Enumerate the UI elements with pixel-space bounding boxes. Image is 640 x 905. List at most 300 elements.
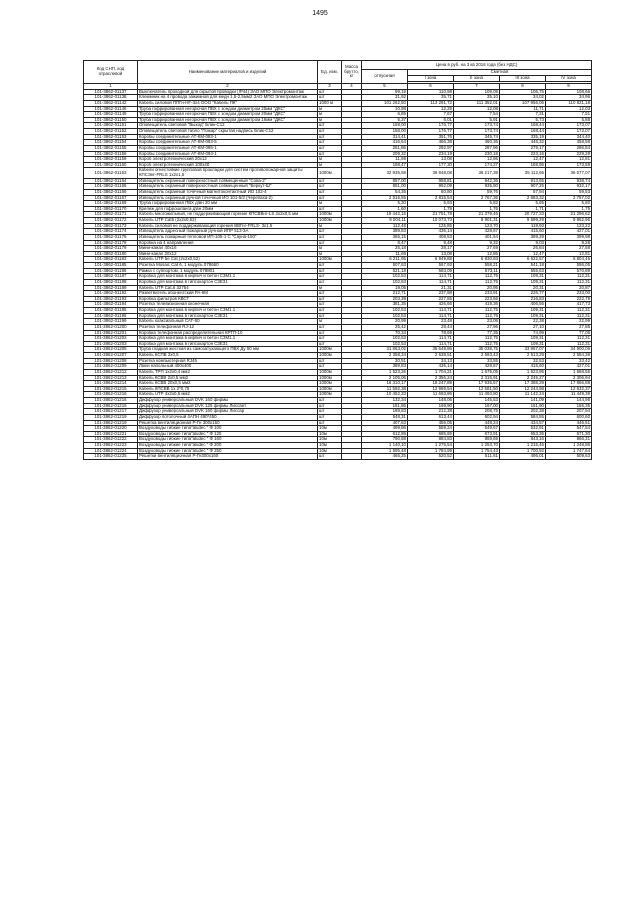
cell-unit: м bbox=[318, 251, 342, 257]
cell-code: 101-3862-01189 bbox=[84, 285, 138, 291]
cell-unit: шт bbox=[318, 95, 342, 101]
cell-zone-3-price: 446,32 bbox=[500, 140, 546, 146]
cell-zone-2-price: 2 767,36 bbox=[454, 195, 500, 201]
cell-unit: 1000м bbox=[318, 369, 342, 375]
cell-zone-2-price: 12,86 bbox=[454, 251, 500, 257]
cell-release-price: 102,53 bbox=[362, 313, 408, 319]
cell-unit: м bbox=[318, 223, 342, 229]
cell-code: 101-3862-01192 bbox=[84, 291, 138, 297]
cell-unit: шт bbox=[318, 308, 342, 314]
cell-release-price: 10,98 bbox=[362, 106, 408, 112]
cell-release-price: 99,19 bbox=[362, 89, 408, 95]
cell-release-price: 102,53 bbox=[362, 274, 408, 280]
column-number: 3 bbox=[318, 84, 342, 90]
cell-zone-3-price: 1 215,46 bbox=[500, 443, 546, 449]
cell-name: Извещатель охранный ручной точечный ИО 101-5/2 (Черепаха-2) bbox=[138, 195, 318, 201]
cell-code: 101-3862-01180 bbox=[84, 251, 138, 257]
cell-zone-2-price: 112,75 bbox=[454, 274, 500, 280]
cell-unit: 10м bbox=[318, 443, 342, 449]
cell-zone-4-price: 173,59 bbox=[546, 162, 592, 168]
cell-release-price: 112,48 bbox=[362, 223, 408, 229]
cell-zone-4-price: 2 757,02 bbox=[546, 195, 592, 201]
cell-zone-4-price: 932,17 bbox=[546, 184, 592, 190]
cell-code: 101-3862-01216 bbox=[84, 398, 138, 404]
cell-zone-1-price: 35,71 bbox=[408, 95, 454, 101]
cell-zone-3-price: 843,16 bbox=[500, 437, 546, 443]
cell-zone-3-price: 106,75 bbox=[500, 89, 546, 95]
cell-name: Коробка для монтажа в кирпич и бетон С3М1.1 bbox=[138, 336, 318, 342]
cell-release-price: 1 595,48 bbox=[362, 448, 408, 454]
header-zone-3: III зона bbox=[500, 76, 546, 82]
cell-release-price: 314,41 bbox=[362, 134, 408, 140]
cell-zone-2-price: 174,27 bbox=[454, 162, 500, 168]
cell-zone-4-price: 6 804,46 bbox=[546, 257, 592, 263]
cell-zone-3-price: 168,95 bbox=[500, 162, 546, 168]
cell-zone-3-price: 415,60 bbox=[500, 364, 546, 370]
cell-zone-1-price: 212,38 bbox=[408, 409, 454, 415]
cell-code: 101-3862-01223 bbox=[84, 443, 138, 449]
cell-release-price: 365,15 bbox=[362, 234, 408, 240]
cell-unit: шт bbox=[318, 398, 342, 404]
cell-zone-4-price: 27,85 bbox=[546, 324, 592, 330]
cell-zone-4-price: 12 632,37 bbox=[546, 386, 592, 392]
cell-name: Коробка для монтажа в кирпич и бетон С3М1.1 bbox=[138, 274, 318, 280]
cell-zone-3-price: 5,65 bbox=[500, 201, 546, 207]
cell-zone-4-price: 36 077,07 bbox=[546, 168, 592, 178]
cell-zone-2-price: 448,24 bbox=[454, 420, 500, 426]
cell-code: 101-3862-01151 bbox=[84, 123, 138, 129]
cell-zone-4-price: 12,81 bbox=[546, 251, 592, 257]
cell-zone-4-price: 222,79 bbox=[546, 296, 592, 302]
cell-zone-4-price: 108,66 bbox=[546, 89, 592, 95]
cell-code: 101-3862-01138 bbox=[84, 95, 138, 101]
cell-code: 101-3862-01150 bbox=[84, 117, 138, 123]
cell-zone-3-price: 32,53 bbox=[500, 358, 546, 364]
cell-zone-3-price: 913,65 bbox=[500, 178, 546, 184]
cell-zone-4-price: 173,07 bbox=[546, 123, 592, 129]
cell-release-price: 407,63 bbox=[362, 420, 408, 426]
cell-release-price: 102,53 bbox=[362, 279, 408, 285]
cell-code: 101-3862-01199 bbox=[84, 319, 138, 325]
cell-code: 101-3862-01215 bbox=[84, 386, 138, 392]
cell-release-price: 209,32 bbox=[362, 151, 408, 157]
cell-zone-4-price: 1 747,64 bbox=[546, 448, 592, 454]
cell-zone-2-price: 345,74 bbox=[454, 134, 500, 140]
cell-code: 101-3862-01207 bbox=[84, 353, 138, 359]
cell-unit: шт bbox=[318, 268, 342, 274]
cell-name: Рамка с суппортом, 1 модуль 078801 bbox=[138, 268, 318, 274]
cell-unit: шт bbox=[318, 206, 342, 212]
cell-zone-4-price: 1 248,86 bbox=[546, 443, 592, 449]
cell-name: Извещатель охранный поверхностный совмещенный "Сова-2" bbox=[138, 178, 318, 184]
cell-name: Кабель силовой не поддерживающий горения ВВГнг-FRLS- 3х1.5 bbox=[138, 223, 318, 229]
cell-name: Кабель КСВВ 2х0,5 мм2 bbox=[138, 375, 318, 381]
cell-release-price: 548,31 bbox=[362, 414, 408, 420]
cell-zone-3-price: 109,31 bbox=[500, 341, 546, 347]
cell-unit: шт bbox=[318, 420, 342, 426]
cell-zone-3-price: 6 622,57 bbox=[500, 257, 546, 263]
cell-zone-4-price: 33,42 bbox=[546, 358, 592, 364]
cell-release-price: 381,35 bbox=[362, 302, 408, 308]
cell-unit: м bbox=[318, 285, 342, 291]
cell-zone-1-price: 426,66 bbox=[408, 302, 454, 308]
cell-unit: 1000м bbox=[318, 386, 342, 392]
cell-release-price: 16 310,17 bbox=[362, 381, 408, 387]
cell-release-price: 151,86 bbox=[362, 403, 408, 409]
cell-zone-1-price: 18 247,89 bbox=[408, 381, 454, 387]
cell-unit: шт bbox=[318, 358, 342, 364]
cell-zone-3-price: 11,71 bbox=[500, 106, 546, 112]
header-mass: Масса брутто, кг bbox=[342, 61, 362, 84]
cell-name: Извещатель охранный поверхностный совмещенный "Беркут-Ш" bbox=[138, 184, 318, 190]
cell-unit: шт bbox=[318, 89, 342, 95]
cell-name: Воздуховоды гибкие типа"aludec " Ф 160 bbox=[138, 437, 318, 443]
cell-zone-2-price: 573,11 bbox=[454, 268, 500, 274]
cell-unit: шт bbox=[318, 274, 342, 280]
table-body bbox=[84, 89, 592, 459]
cell-unit: шт bbox=[318, 129, 342, 135]
cell-unit: м bbox=[318, 112, 342, 118]
cell-code: 101-3862-01224 bbox=[84, 448, 138, 454]
cell-code: 101-3862-01173 bbox=[84, 223, 138, 229]
cell-release-price: 54,35 bbox=[362, 189, 408, 195]
cell-zone-4-price: 229,29 bbox=[546, 151, 592, 157]
cell-code: 101-3862-01146 bbox=[84, 106, 138, 112]
column-number: 1 bbox=[84, 84, 138, 90]
cell-zone-4-price: 9,28 bbox=[546, 240, 592, 246]
cell-name: Коробка фильтров КВСТ bbox=[138, 296, 318, 302]
cell-unit: шт bbox=[318, 414, 342, 420]
cell-zone-1-price: 23,48 bbox=[408, 319, 454, 325]
cell-code: 101-3862-01188 bbox=[84, 279, 138, 285]
cell-zone-3-price: 11 142,24 bbox=[500, 392, 546, 398]
cell-zone-4-price: 866,31 bbox=[546, 437, 592, 443]
cell-zone-2-price: 12 581,50 bbox=[454, 386, 500, 392]
cell-zone-2-price: 33,55 bbox=[454, 358, 500, 364]
cell-release-price: 790,88 bbox=[362, 437, 408, 443]
cell-zone-4-price: 17 866,88 bbox=[546, 381, 592, 387]
cell-unit: 1000м bbox=[318, 353, 342, 359]
cell-unit: 1000м bbox=[318, 218, 342, 224]
cell-name: Кабель коаксиальный САТ-50 bbox=[138, 319, 318, 325]
cell-zone-1-price: 21 751,78 bbox=[408, 212, 454, 218]
cell-name: Кабель КСПВ 2х0,5 bbox=[138, 353, 318, 359]
cell-zone-4-price: 233,00 bbox=[546, 291, 592, 297]
cell-release-price: 102,53 bbox=[362, 308, 408, 314]
cell-zone-3-price: 9 599,29 bbox=[500, 218, 546, 224]
cell-zone-1-price: 125,85 bbox=[408, 223, 454, 229]
cell-code: 101-3862-01220 bbox=[84, 426, 138, 432]
cell-name: Решетка вентиляционная Р-Гн 300х150 bbox=[138, 420, 318, 426]
cell-release-price: 10 452,33 bbox=[362, 392, 408, 398]
cell-unit: шт bbox=[318, 189, 342, 195]
cell-zone-1-price: 456,05 bbox=[408, 420, 454, 426]
cell-release-price: 31 863,02 bbox=[362, 347, 408, 353]
cell-release-price: 1 140,10 bbox=[362, 443, 408, 449]
cell-zone-3-price: 27,10 bbox=[500, 324, 546, 330]
cell-unit: шт bbox=[318, 302, 342, 308]
cell-zone-1-price: 2 638,51 bbox=[408, 353, 454, 359]
cell-zone-4-price: 112,31 bbox=[546, 274, 592, 280]
cell-name: Кабели огнестойкие групповой прокладки для систем противопожарной защиты КПСЭнг-FRLS 1х2х1,5 bbox=[138, 168, 318, 178]
cell-code: 101-3862-01219 bbox=[84, 414, 138, 420]
cell-name: Решетки вентиляционная Р-Гн300х160 bbox=[138, 454, 318, 460]
column-number: 8 bbox=[500, 84, 546, 90]
cell-zone-4-price: 446,51 bbox=[546, 420, 592, 426]
cell-name: Диффузор потолочный 4АПН 490*450 bbox=[138, 414, 318, 420]
cell-zone-1-price: 958,81 bbox=[408, 178, 454, 184]
cell-zone-1-price: 78,69 bbox=[408, 330, 454, 336]
cell-release-price: 132,34 bbox=[362, 398, 408, 404]
cell-zone-3-price: 57,94 bbox=[500, 189, 546, 195]
cell-zone-3-price: 109,31 bbox=[500, 308, 546, 314]
cell-mass bbox=[342, 454, 362, 460]
cell-zone-4-price: 34 900,06 bbox=[546, 347, 592, 353]
cell-name: Короб электротехнический 100х40 bbox=[138, 162, 318, 168]
header-release: отпускная bbox=[362, 70, 408, 84]
cell-zone-3-price: 584,55 bbox=[500, 414, 546, 420]
cell-name: Разветвитель абонентский РА-6М bbox=[138, 291, 318, 297]
cell-name: Кабель силовой ППГн-НF-3х4 ООО "Кабель ПК" bbox=[138, 100, 318, 106]
cell-name: Коробка на 4 направления bbox=[138, 240, 318, 246]
cell-name: Извещатель охранный точечный магнитоконтактный ИО 102-4 bbox=[138, 189, 318, 195]
cell-zone-1-price: 567,93 bbox=[408, 263, 454, 269]
cell-name: Кабель UTP Cat5 (2х2х0,52) bbox=[138, 218, 318, 224]
cell-unit: шт bbox=[318, 341, 342, 347]
cell-zone-4-price: 1,75 bbox=[546, 206, 592, 212]
price-table bbox=[83, 60, 592, 460]
cell-release-price: 261,86 bbox=[362, 145, 408, 151]
cell-code: 101-3862-01174 bbox=[84, 229, 138, 235]
cell-zone-4-price: 77,05 bbox=[546, 330, 592, 336]
cell-zone-4-price: 112,31 bbox=[546, 313, 592, 319]
cell-zone-1-price: 60,80 bbox=[408, 189, 454, 195]
cell-unit: 1000м bbox=[318, 392, 342, 398]
cell-zone-2-price: 9,32 bbox=[454, 240, 500, 246]
cell-release-price: 101 262,50 bbox=[362, 100, 408, 106]
cell-zone-2-price: 5,91 bbox=[454, 117, 500, 123]
cell-zone-1-price: 28,44 bbox=[408, 324, 454, 330]
cell-name: Мини-канал 40х16 bbox=[138, 246, 318, 252]
cell-zone-1-price: 351,76 bbox=[408, 134, 454, 140]
cell-unit: 1000 м bbox=[318, 100, 342, 106]
cell-zone-3-price: 20 727,33 bbox=[500, 212, 546, 218]
cell-zone-4-price: 2 584,38 bbox=[546, 353, 592, 359]
cell-unit: шт bbox=[318, 296, 342, 302]
cell-unit: шт bbox=[318, 234, 342, 240]
cell-zone-3-price: 12 244,98 bbox=[500, 386, 546, 392]
cell-zone-4-price: 570,89 bbox=[546, 268, 592, 274]
cell-unit: 10м bbox=[318, 437, 342, 443]
cell-name: Клеммник на 4 провода зажимной для медн 1,5-2,5мм2 ЗАО МПО Электромонтаж bbox=[138, 95, 318, 101]
cell-code: 101-3862-01196 bbox=[84, 313, 138, 319]
header-name: Наименование материалов и изделий bbox=[138, 61, 318, 84]
cell-zone-3-price: 1 700,92 bbox=[500, 448, 546, 454]
cell-zone-2-price: 145,53 bbox=[454, 398, 500, 404]
cell-code: 101-3862-01160 bbox=[84, 162, 138, 168]
cell-zone-4-price: 671,30 bbox=[546, 431, 592, 437]
header-zone-1: I зона bbox=[408, 76, 454, 82]
cell-zone-4-price: 59,53 bbox=[546, 189, 592, 195]
cell-zone-1-price: 114,71 bbox=[408, 313, 454, 319]
cell-name: Воздуховоды гибкие типа"aludec " Ф 200 bbox=[138, 443, 318, 449]
cell-code: 101-3862-01193 bbox=[84, 296, 138, 302]
cell-unit: шт bbox=[318, 134, 342, 140]
cell-unit: шт bbox=[318, 313, 342, 319]
cell-unit: м bbox=[318, 106, 342, 112]
cell-zone-3-price: 119,93 bbox=[500, 223, 546, 229]
cell-unit: 1000м bbox=[318, 347, 342, 353]
cell-zone-4-price: 427,01 bbox=[546, 229, 592, 235]
cell-unit: шт bbox=[318, 336, 342, 342]
cell-unit: шт bbox=[318, 454, 342, 460]
cell-zone-1-price: 13,08 bbox=[408, 157, 454, 163]
cell-zone-1-price: 685,65 bbox=[408, 431, 454, 437]
cell-zone-4-price: 600,60 bbox=[546, 414, 592, 420]
cell-name: Труба гофрированная негорючая ПВХ с зондом диаметром 16мм "ДКС" bbox=[138, 117, 318, 123]
cell-zone-4-price: 144,96 bbox=[546, 398, 592, 404]
cell-zone-4-price: 112,31 bbox=[546, 336, 592, 342]
cell-zone-3-price: 1,71 bbox=[500, 206, 546, 212]
cell-unit: шт bbox=[318, 229, 342, 235]
cell-release-price: 5,37 bbox=[362, 117, 408, 123]
cell-zone-3-price: 12,47 bbox=[500, 251, 546, 257]
cell-zone-3-price: 279,17 bbox=[500, 145, 546, 151]
cell-release-price: 11 592,38 bbox=[362, 386, 408, 392]
cell-zone-1-price: 10 073,73 bbox=[408, 218, 454, 224]
cell-zone-3-price: 5,73 bbox=[500, 117, 546, 123]
cell-unit: шт bbox=[318, 240, 342, 246]
cell-release-price: 25,18 bbox=[362, 246, 408, 252]
cell-unit: м bbox=[318, 246, 342, 252]
cell-zone-2-price: 59,76 bbox=[454, 189, 500, 195]
cell-zone-1-price: 1 704,21 bbox=[408, 369, 454, 375]
cell-name: Люки напольный 400х400 bbox=[138, 364, 318, 370]
cell-code: 101-3862-01208 bbox=[84, 358, 138, 364]
cell-unit: м bbox=[318, 157, 342, 163]
cell-unit: м bbox=[318, 162, 342, 168]
header-unit: Ед. изм. bbox=[318, 61, 342, 84]
cell-release-price: 11,69 bbox=[362, 157, 408, 163]
cell-zone-3-price: 216,83 bbox=[500, 296, 546, 302]
cell-unit: шт bbox=[318, 145, 342, 151]
cell-zone-2-price: 21 379,46 bbox=[454, 212, 500, 218]
cell-zone-1-price: 177,30 bbox=[408, 162, 454, 168]
cell-release-price: 465,25 bbox=[362, 454, 408, 460]
cell-zone-1-price: 176,77 bbox=[408, 129, 454, 135]
cell-zone-1-price: 114,71 bbox=[408, 279, 454, 285]
cell-zone-2-price: 602,94 bbox=[454, 414, 500, 420]
cell-zone-3-price: 907,25 bbox=[500, 184, 546, 190]
header-code: Код СНП, код отраслевой bbox=[84, 61, 138, 84]
cell-zone-3-price: 33 967,07 bbox=[500, 347, 546, 353]
cell-zone-2-price: 173,74 bbox=[454, 129, 500, 135]
cell-zone-3-price: 434,57 bbox=[500, 420, 546, 426]
cell-zone-4-price: 5,80 bbox=[546, 201, 592, 207]
cell-code: 101-3862-01214 bbox=[84, 381, 138, 387]
cell-zone-2-price: 27,69 bbox=[454, 246, 500, 252]
cell-zone-1-price: 176,77 bbox=[408, 123, 454, 129]
cell-unit: шт bbox=[318, 195, 342, 201]
cell-release-price: 70,34 bbox=[362, 330, 408, 336]
cell-zone-3-price: 223,16 bbox=[500, 151, 546, 157]
cell-code: 101-3862-01163 bbox=[84, 168, 138, 178]
cell-zone-1-price: 148,06 bbox=[408, 398, 454, 404]
cell-zone-2-price: 23,08 bbox=[454, 319, 500, 325]
cell-code: 101-3862-01213 bbox=[84, 375, 138, 381]
cell-zone-2-price: 36 217,39 bbox=[454, 168, 500, 178]
cell-zone-2-price: 558,21 bbox=[454, 263, 500, 269]
cell-unit: шт bbox=[318, 140, 342, 146]
cell-name: Извещатель пожарный тепловой ИП-105-1 С "Сауна-150" bbox=[138, 234, 318, 240]
cell-release-price: 857,00 bbox=[362, 178, 408, 184]
cell-zone-1-price: 237,98 bbox=[408, 291, 454, 297]
cell-zone-2-price: 12,08 bbox=[454, 106, 500, 112]
cell-zone-4-price: 21 296,62 bbox=[546, 212, 592, 218]
cell-name: Коробы соединительные АТ-КМ-095-1 bbox=[138, 145, 318, 151]
cell-code: 101-3862-01222 bbox=[84, 437, 138, 443]
cell-release-price: 2 516,55 bbox=[362, 195, 408, 201]
header-price-group: Цена в руб. на 3 кв 2016 года (без НДС) bbox=[362, 61, 592, 70]
cell-release-price: 212,71 bbox=[362, 291, 408, 297]
cell-zone-1-price: 227,55 bbox=[408, 296, 454, 302]
cell-zone-1-price: 436,14 bbox=[408, 364, 454, 370]
cell-zone-4-price: 2 306,94 bbox=[546, 375, 592, 381]
cell-zone-2-price: 428,67 bbox=[454, 229, 500, 235]
cell-zone-2-price: 401,54 bbox=[454, 234, 500, 240]
cell-code: 101-3862-01219 bbox=[84, 420, 138, 426]
cell-zone-1-price: 952,09 bbox=[408, 184, 454, 190]
cell-unit: м bbox=[318, 201, 342, 207]
cell-zone-1-price: 12,29 bbox=[408, 106, 454, 112]
cell-unit: шт bbox=[318, 324, 342, 330]
cell-code: 101-3862-01169 bbox=[84, 201, 138, 207]
cell-release-price: 8,47 bbox=[362, 240, 408, 246]
cell-zone-4-price: 509,63 bbox=[546, 454, 592, 460]
cell-zone-4-price: 20,87 bbox=[546, 285, 592, 291]
cell-zone-2-price: 111 352,01 bbox=[454, 100, 500, 106]
cell-code: 101-3862-01212 bbox=[84, 369, 138, 375]
cell-code: 101-3862-01216 bbox=[84, 392, 138, 398]
cell-zone-1-price: 28,17 bbox=[408, 246, 454, 252]
cell-code: 101-3862-01201 bbox=[84, 330, 138, 336]
cell-name: Коробы соединительные АТ-КМ-093-1 bbox=[138, 134, 318, 140]
cell-zone-1-price: 36 848,08 bbox=[408, 168, 454, 178]
cell-code: 101-3862-01216 bbox=[84, 403, 138, 409]
cell-zone-4-price: 938,74 bbox=[546, 178, 592, 184]
cell-zone-3-price: 141,09 bbox=[500, 398, 546, 404]
cell-zone-2-price: 167,00 bbox=[454, 403, 500, 409]
cell-zone-4-price: 112,31 bbox=[546, 308, 592, 314]
header-zone-4: IV зона bbox=[546, 76, 592, 82]
cell-code: 101-3862-01167 bbox=[84, 195, 138, 201]
cell-release-price: 1,60 bbox=[362, 206, 408, 212]
cell-unit: шт bbox=[318, 409, 342, 415]
column-number: 9 bbox=[546, 84, 592, 90]
cell-mass bbox=[342, 168, 362, 178]
cell-name: Труба гладкая жесткая из самозатухающего ПВХ Ду 50 мм bbox=[138, 347, 318, 353]
cell-zone-4-price: 286,84 bbox=[546, 145, 592, 151]
cell-release-price: 102,53 bbox=[362, 341, 408, 347]
cell-zone-2-price: 208,75 bbox=[454, 409, 500, 415]
cell-unit: шт bbox=[318, 151, 342, 157]
cell-code: 101-3862-01187 bbox=[84, 274, 138, 280]
cell-zone-4-price: 417,73 bbox=[546, 302, 592, 308]
cell-unit: м bbox=[318, 117, 342, 123]
cell-zone-1-price: 12 969,54 bbox=[408, 386, 454, 392]
cell-name: Розетка компьютерная RJ45 bbox=[138, 358, 318, 364]
cell-name: Розетка телефонная RJ-12 bbox=[138, 324, 318, 330]
